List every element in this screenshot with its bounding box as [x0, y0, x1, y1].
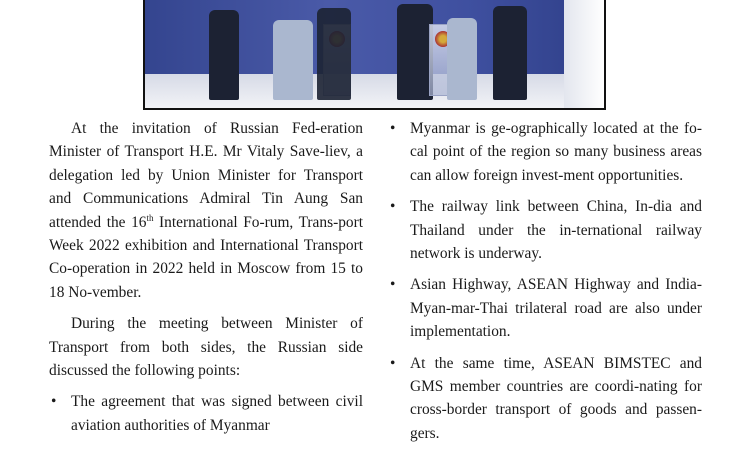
intro-text-cont: International Fo-rum, Trans-port Week 2022 exhibition and International Transport Co-operation in 2022 held in Moscow from 15 to 18 No-vember.: [49, 213, 363, 301]
left-column: [49, 117, 363, 445]
bullet-icon: •: [390, 198, 396, 216]
list-item-text: Asian Highway, ASEAN Highway and India-Myan-mar-Thai trilateral road are also under implementation.: [410, 276, 702, 341]
bullet-icon: •: [390, 120, 396, 137]
list-item-text: Myanmar is ge-ographically located at the fo-cal point of the region so many business areas can allow foreign invest-ment opportunities.: [410, 120, 702, 184]
photo-person: [209, 10, 239, 100]
intro-paragraph: [49, 117, 363, 304]
photo-person: [273, 20, 313, 100]
meeting-paragraph: During the meeting between Minister of Transport from both sides, the Russian side discussed the following points:: [49, 315, 363, 380]
list-item: [388, 273, 702, 343]
list-item: [49, 390, 363, 437]
list-item: [388, 352, 702, 446]
ordinal-suffix: th: [146, 212, 154, 223]
photo-person: [447, 18, 477, 100]
photo-person: [397, 4, 433, 100]
list-item: [388, 117, 702, 187]
photo-side-wall: [564, 0, 604, 110]
intro-text: At the invitation of Russian Fed-eration Minister of Transport H.E. Mr Vitaly Save-liev, a delegation led by Union Minister for Transport and Communications Admiral Tin Aung San attended the 16: [49, 120, 363, 231]
bullet-icon: •: [390, 276, 396, 294]
photo-person: [317, 8, 351, 100]
photo-person: [493, 6, 527, 100]
list-item-text: At the same time, ASEAN BIMSTEC and GMS member countries are coordi-nating for cross-border transport of goods and passen-gers.: [410, 354, 702, 442]
right-column: [388, 117, 702, 453]
bullet-icon: •: [390, 354, 396, 372]
list-item-text: The railway link between China, In-dia and Thailand under the in-ternational railway network is underway.: [410, 198, 702, 263]
delegation-photo: [143, 0, 606, 110]
list-item-text: The agreement that was signed between civil aviation authorities of Myanmar: [71, 393, 363, 434]
bullet-icon: •: [51, 393, 57, 411]
list-item: [388, 195, 702, 265]
